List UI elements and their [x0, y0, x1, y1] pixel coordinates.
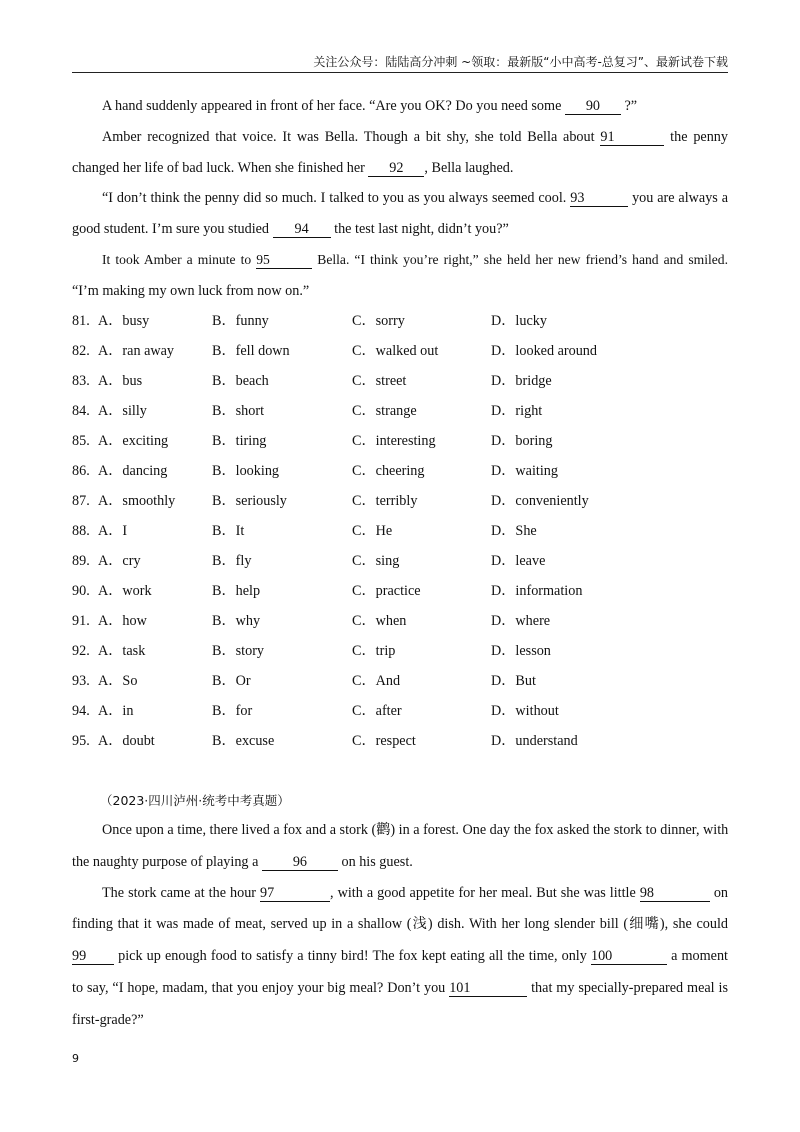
- paragraph-line: finding that it was made of meat, served up in a shallow (浅) dish. With her long slender bill (细嘴), she could: [72, 916, 728, 932]
- option-b: B．story: [212, 643, 265, 659]
- question-number: 92.: [72, 643, 90, 659]
- answer-blank: 92: [368, 160, 424, 177]
- option-b: B．fly: [212, 553, 252, 569]
- option-b: B．funny: [212, 313, 269, 329]
- option-c: C．He: [352, 523, 393, 539]
- paragraph-line: good student. I’m sure you studied 94 the test last night, didn’t you?”: [72, 221, 509, 237]
- option-b: B．beach: [212, 373, 269, 389]
- option-a: A．how: [98, 613, 147, 629]
- option-a: A．dancing: [98, 463, 168, 479]
- option-c: C．And: [352, 673, 401, 689]
- answer-blank: 95: [256, 252, 312, 269]
- answer-blank: 94: [273, 221, 331, 238]
- option-c: C．walked out: [352, 343, 439, 359]
- option-c: C．after: [352, 703, 402, 719]
- option-d: D．information: [491, 583, 583, 599]
- page-header: 关注公众号：陆陆高分冲刺 ~领取：最新版“小中高考-总复习”、最新试卷下载: [72, 52, 728, 73]
- answer-blank: 91: [600, 129, 664, 146]
- option-b: B．It: [212, 523, 245, 539]
- paragraph-line: Amber recognized that voice. It was Bella. Though a bit shy, she told Bella about 91 the penny: [102, 129, 728, 145]
- option-b: B．for: [212, 703, 253, 719]
- option-a: A．doubt: [98, 733, 155, 749]
- answer-blank: 97: [260, 885, 330, 902]
- question-number: 94.: [72, 703, 90, 719]
- option-b: B．short: [212, 403, 265, 419]
- answer-blank: 101: [449, 980, 527, 997]
- question-number: 85.: [72, 433, 90, 449]
- question-number: 89.: [72, 553, 90, 569]
- question-number: 95.: [72, 733, 90, 749]
- option-row: [72, 372, 728, 390]
- paragraph-line: changed her life of bad luck. When she finished her 92 , Bella laughed.: [72, 160, 514, 176]
- question-number: 90.: [72, 583, 90, 599]
- paragraph-line: 99 pick up enough food to satisfy a tinny bird! The fox kept eating all the time, only 100 a moment: [72, 948, 729, 964]
- option-d: D．waiting: [491, 463, 558, 479]
- option-d: D．leave: [491, 553, 546, 569]
- option-b: B．tiring: [212, 433, 267, 449]
- option-c: C．terribly: [352, 493, 418, 509]
- question-number: 82.: [72, 343, 90, 359]
- option-a: A．task: [98, 643, 146, 659]
- paragraph-line: The stork came at the hour 97 , with a good appetite for her meal. But she was little 98 on: [102, 885, 729, 901]
- source-note: （2023·四川泸州·统考中考真题）: [100, 793, 290, 808]
- option-d: D．boring: [491, 433, 553, 449]
- option-d: D．conveniently: [491, 493, 589, 509]
- paragraph-line: to say, “I hope, madam, that you enjoy your big meal? Don’t you 101 that my specially-prepared meal is: [72, 980, 728, 996]
- option-b: B．help: [212, 583, 261, 599]
- option-row: [72, 522, 728, 540]
- option-row: [72, 582, 728, 600]
- option-d: D．without: [491, 703, 559, 719]
- paragraph-line: “I don’t think the penny did so much. I talked to you as you always seemed cool. 93 you are always a: [102, 190, 728, 206]
- page-number: 9: [72, 1052, 79, 1065]
- question-number: 88.: [72, 523, 90, 539]
- option-row: [72, 312, 728, 330]
- option-c: C．respect: [352, 733, 416, 749]
- option-a: A．silly: [98, 403, 147, 419]
- answer-blank: 96: [262, 854, 338, 871]
- answer-blank: 100: [591, 948, 667, 965]
- option-row: [72, 672, 728, 690]
- option-a: A．I: [98, 523, 128, 539]
- option-c: C．trip: [352, 643, 396, 659]
- option-row: [72, 612, 728, 630]
- option-row: [72, 492, 728, 510]
- option-row: [72, 732, 728, 750]
- option-c: C．when: [352, 613, 407, 629]
- option-a: A．in: [98, 703, 134, 719]
- paragraph-line: Once upon a time, there lived a fox and a stork (鹳) in a forest. One day the fox asked the stork to dinner, with: [102, 822, 729, 838]
- paragraph-line: the naughty purpose of playing a 96 on his guest.: [72, 854, 413, 870]
- option-c: C．street: [352, 373, 407, 389]
- option-a: A．So: [98, 673, 138, 689]
- option-c: C．cheering: [352, 463, 425, 479]
- option-b: B．excuse: [212, 733, 275, 749]
- paragraph-line: “I’m making my own luck from now on.”: [72, 283, 310, 299]
- question-number: 86.: [72, 463, 90, 479]
- paragraph-line: It took Amber a minute to 95 Bella. “I think you’re right,” she held her new friend’s hand and smiled.: [102, 252, 728, 267]
- option-d: D．But: [491, 673, 536, 689]
- option-a: A．exciting: [98, 433, 169, 449]
- option-d: D．lucky: [491, 313, 547, 329]
- option-row: [72, 462, 728, 480]
- option-row: [72, 402, 728, 420]
- option-row: [72, 642, 728, 660]
- answer-blank: 98: [640, 885, 710, 902]
- paragraph-line: A hand suddenly appeared in front of her face. “Are you OK? Do you need some 90 ?”: [102, 98, 638, 114]
- option-b: B．Or: [212, 673, 251, 689]
- option-d: D．She: [491, 523, 537, 539]
- question-number: 83.: [72, 373, 90, 389]
- option-row: [72, 342, 728, 360]
- option-c: C．practice: [352, 583, 421, 599]
- paragraph-line: first-grade?”: [72, 1012, 144, 1028]
- option-d: D．bridge: [491, 373, 552, 389]
- option-b: B．looking: [212, 463, 280, 479]
- option-a: A．bus: [98, 373, 143, 389]
- option-b: B．why: [212, 613, 261, 629]
- option-a: A．busy: [98, 313, 150, 329]
- option-b: B．seriously: [212, 493, 287, 509]
- option-c: C．sorry: [352, 313, 405, 329]
- option-b: B．fell down: [212, 343, 290, 359]
- option-c: C．sing: [352, 553, 400, 569]
- option-row: [72, 702, 728, 720]
- option-a: A．work: [98, 583, 152, 599]
- option-row: [72, 552, 728, 570]
- option-d: D．looked around: [491, 343, 597, 359]
- answer-blank: 93: [570, 190, 628, 207]
- option-a: A．cry: [98, 553, 141, 569]
- question-number: 91.: [72, 613, 90, 629]
- option-d: D．where: [491, 613, 551, 629]
- question-number: 81.: [72, 313, 90, 329]
- question-number: 84.: [72, 403, 90, 419]
- answer-blank: 99: [72, 948, 114, 965]
- question-number: 87.: [72, 493, 90, 509]
- question-number: 93.: [72, 673, 90, 689]
- option-c: C．interesting: [352, 433, 436, 449]
- option-a: A．ran away: [98, 343, 175, 359]
- option-a: A．smoothly: [98, 493, 176, 509]
- answer-blank: 90: [565, 98, 621, 115]
- option-d: D．right: [491, 403, 543, 419]
- option-row: [72, 432, 728, 450]
- option-d: D．lesson: [491, 643, 551, 659]
- option-c: C．strange: [352, 403, 417, 419]
- option-d: D．understand: [491, 733, 578, 749]
